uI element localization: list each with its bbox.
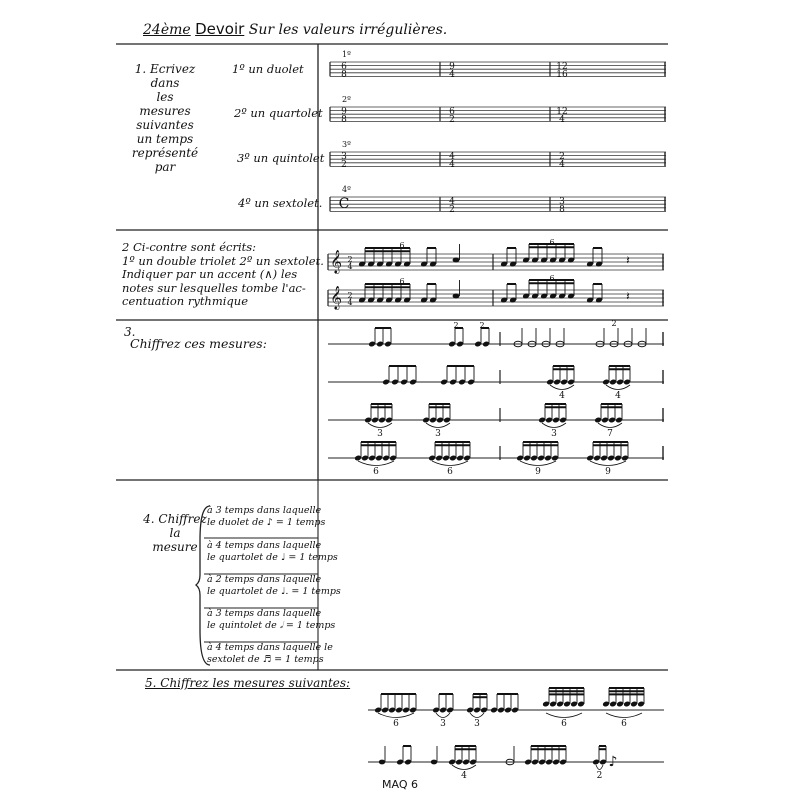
s1-line: 1. Ecrivez xyxy=(134,62,196,76)
tuplet-number: 9 xyxy=(535,467,541,477)
quarter-note xyxy=(453,258,460,263)
s4-item-line: le quartolet de ♩ = 1 temps xyxy=(207,552,338,563)
time-sig-top: 4 xyxy=(449,152,455,162)
time-sig-bottom: 4 xyxy=(559,160,565,170)
tuplet-number: 3 xyxy=(551,429,557,439)
time-sig-bottom: 8 xyxy=(341,115,347,125)
title-number: 24ème xyxy=(143,22,191,38)
page-footer: MAQ 6 xyxy=(382,778,418,791)
tuplet-number: 3 xyxy=(440,719,446,729)
tuplet-number: 6 xyxy=(447,467,453,477)
s4-item xyxy=(207,540,338,564)
s1-row-marker: 4º xyxy=(342,185,351,194)
tuplet-bracket xyxy=(550,385,574,390)
s4-item xyxy=(207,574,341,598)
tuplet-number: 4 xyxy=(559,391,565,401)
s4-item-line: le quintolet de 𝅗𝅥 = 1 temps xyxy=(207,620,336,631)
tuplet-bracket xyxy=(606,385,630,390)
s1-line: dans xyxy=(150,76,180,90)
tuplet-number: 3 xyxy=(435,429,441,439)
tuplet-number: 2 xyxy=(596,771,603,781)
time-sig-top: 9 xyxy=(341,107,347,117)
tuplet-number: 6 xyxy=(393,719,399,729)
s2-line: 1º un double triolet 2º un sextolet. xyxy=(122,253,324,268)
s1-row-label: 4º un sextolet. xyxy=(238,196,323,210)
tuplet-number: 6 xyxy=(621,719,627,729)
tuplet-number: 2 xyxy=(453,321,459,330)
s4-item-line: à 3 temps dans laquelle xyxy=(207,608,322,619)
tuplet-bracket xyxy=(432,461,468,466)
tuplet-bracket xyxy=(598,423,622,428)
time-sig-bottom: 4 xyxy=(559,115,565,125)
tuplet-number: 3 xyxy=(377,429,383,439)
s4-item-line: à 3 temps dans laquelle xyxy=(207,505,322,516)
tuplet-bracket xyxy=(426,423,450,428)
tuplet-bracket xyxy=(520,461,556,466)
s1-line: suivantes xyxy=(136,118,194,132)
tuplet-bracket xyxy=(590,461,626,466)
s4-item-line: à 4 temps dans laquelle xyxy=(207,540,322,551)
section1-instruction xyxy=(122,62,208,174)
tuplet-number: 6 xyxy=(399,277,405,286)
tuplet-number: 7 xyxy=(607,429,613,439)
title-word: Devoir xyxy=(195,20,245,38)
time-sig-bottom: 2 xyxy=(341,160,347,170)
s1-row-marker: 3º xyxy=(342,140,351,149)
s2-line: 2 Ci-contre sont écrits: xyxy=(122,240,257,254)
time-sig-top: 9 xyxy=(449,62,455,72)
tuplet-number: 6 xyxy=(399,241,405,250)
quarter-note xyxy=(431,760,437,765)
s4-line: mesure xyxy=(152,540,198,554)
tuplet-number: 3 xyxy=(474,719,480,729)
s4-item-line: le quartolet de ♩. = 1 temps xyxy=(207,586,341,597)
s1-line: représenté xyxy=(131,146,199,160)
rest: 𝄽 xyxy=(626,253,630,267)
time-sig-top: 12 xyxy=(556,107,568,117)
time-sig-bottom: 8 xyxy=(559,205,565,215)
time-sig-top: 6 xyxy=(449,107,455,117)
tuplet-number: 9 xyxy=(605,467,611,477)
time-sig-top: 4 xyxy=(449,197,455,207)
time-sig-top: 12 xyxy=(556,62,568,72)
time-sig-bottom: 2 xyxy=(449,115,455,125)
s4-line: 4. Chiffrez xyxy=(143,512,207,526)
section2-instruction xyxy=(122,241,324,309)
tuplet-number: 6 xyxy=(549,274,555,283)
tuplet-number: 4 xyxy=(615,391,621,401)
tuplet-number: 6 xyxy=(373,467,379,477)
eighth-note: ♪ xyxy=(608,754,618,770)
tuplet-bracket xyxy=(542,423,566,428)
section5-music xyxy=(368,680,668,781)
s2-line: notes sur lesquelles tombe l'ac- xyxy=(122,280,306,295)
s1-row-label: 1º un duolet xyxy=(232,62,304,76)
s1-row-label: 3º un quintolet xyxy=(237,151,325,165)
s3-number: 3. xyxy=(124,325,136,339)
tuplet-bracket xyxy=(436,713,450,718)
tuplet-bracket xyxy=(378,713,414,718)
s1-line: les xyxy=(156,90,174,104)
time-sig-bottom: 8 xyxy=(341,70,347,80)
s4-item xyxy=(207,608,335,632)
s1-line: par xyxy=(154,160,176,174)
title-subtitle: Sur les valeurs irrégulières. xyxy=(248,22,448,38)
s1-row-marker: 1º xyxy=(342,50,351,59)
tuplet-bracket xyxy=(452,765,476,770)
rest: 𝄽 xyxy=(626,289,630,303)
tuplet-number: 6 xyxy=(549,238,555,247)
quarter-note xyxy=(453,294,460,299)
treble-clef: 𝄞 xyxy=(330,285,342,309)
section3-music xyxy=(328,319,668,480)
time-sig-bottom: 16 xyxy=(556,70,568,80)
s5-instruction: 5. Chiffrez les mesures suivantes: xyxy=(145,676,351,690)
s1-row-marker: 2º xyxy=(342,95,351,104)
time-sig-top: 3 xyxy=(341,152,347,162)
time-sig-top: 2 xyxy=(347,291,353,300)
s2-line: Indiquer par un accent (∧) les xyxy=(122,267,298,281)
time-sig-top: 6 xyxy=(341,62,347,72)
s1-line: un temps xyxy=(136,132,194,146)
time-sig-bottom: 4 xyxy=(347,298,353,307)
quarter-note xyxy=(379,760,385,765)
tuplet-number: 4 xyxy=(461,771,467,781)
s4-item xyxy=(207,642,333,666)
time-sig-bottom: 4 xyxy=(347,262,353,271)
tuplet-number: 6 xyxy=(561,719,567,729)
s4-item-line: le duolet de ♪ = 1 temps xyxy=(207,517,326,528)
s4-line: la xyxy=(169,526,181,540)
time-sig-bottom: 4 xyxy=(449,70,455,80)
time-sig-top: 3 xyxy=(559,197,565,207)
s4-item-line: à 4 temps dans laquelle le xyxy=(207,642,333,653)
time-sig-top: 2 xyxy=(559,152,565,162)
section1-staves xyxy=(330,50,670,225)
s4-item-line: à 2 temps dans laquelle xyxy=(207,574,322,585)
tuplet-bracket xyxy=(368,423,392,428)
tuplet-bracket xyxy=(470,713,484,718)
section2-music xyxy=(328,240,668,318)
s1-line: mesures xyxy=(139,104,191,118)
tuplet-bracket xyxy=(546,713,582,718)
treble-clef: 𝄞 xyxy=(330,249,342,273)
s4-item-line: sextolet de ♬ = 1 temps xyxy=(207,654,324,665)
s3-instruction: Chiffrez ces mesures: xyxy=(130,336,267,351)
time-signature-c: C xyxy=(338,196,350,212)
tuplet-bracket xyxy=(596,765,603,770)
time-sig-bottom: 2 xyxy=(449,205,455,215)
tuplet-bracket xyxy=(358,461,394,466)
s4-item xyxy=(207,505,325,529)
tuplet-number: 2 xyxy=(479,321,485,330)
time-sig-top: 2 xyxy=(347,255,353,264)
time-sig-bottom: 4 xyxy=(449,160,455,170)
tuplet-bracket xyxy=(606,713,642,718)
s1-row-label: 2º un quartolet xyxy=(234,106,323,120)
s2-line: centuation rythmique xyxy=(122,294,249,308)
tuplet-number: 2 xyxy=(611,319,617,328)
